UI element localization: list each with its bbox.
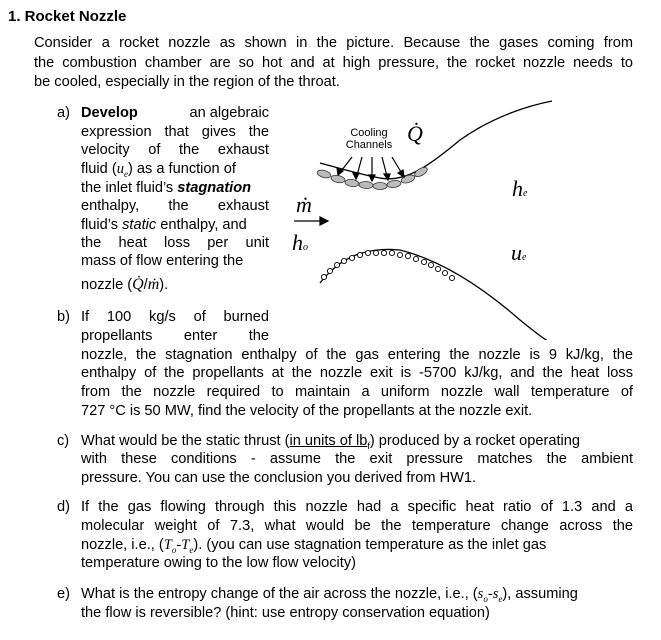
part-b-line-3: nozzle, the stagnation enthalpy of the gas entering the nozzle is 9 kJ/kg, the bbox=[81, 347, 633, 363]
s0-subscript: o bbox=[483, 593, 488, 604]
part-d-line-4: temperature owing to the low flow velocity) bbox=[81, 555, 356, 571]
te-subscript: e bbox=[189, 544, 194, 555]
part-c-line-2: with these conditions - assume the exit pressure matches the ambient bbox=[81, 451, 633, 467]
part-a-line-2: expression that gives the bbox=[81, 124, 269, 140]
stagnation-bold: stagnation bbox=[177, 180, 252, 196]
part-a-label: a) bbox=[57, 105, 70, 121]
intro-line-1: Consider a rocket nozzle as shown in the picture. Because the gases coming from bbox=[34, 35, 633, 51]
s-dash: - bbox=[487, 586, 493, 602]
mdot-figure-label: ṁ bbox=[296, 192, 312, 217]
h-exit-label bbox=[512, 176, 527, 202]
part-c-line-1-pre: What would be the static thrust ( bbox=[81, 433, 290, 449]
t-dash: - bbox=[176, 537, 182, 553]
part-a-line-1 bbox=[81, 104, 269, 122]
part-a-line-10 bbox=[81, 276, 168, 294]
h-inlet-label bbox=[292, 230, 308, 256]
se-symbol: s bbox=[492, 586, 499, 602]
intro-line-3: be cooled, especially in the region of the throat. bbox=[34, 74, 340, 90]
qdot-symbol: Q̇ bbox=[132, 276, 144, 293]
part-b-line-2: propellants enter the bbox=[81, 328, 269, 344]
part-e-label: e) bbox=[57, 586, 70, 602]
slash: / bbox=[143, 277, 148, 293]
part-a-line-6: enthalpy, the exhaust bbox=[81, 198, 269, 214]
u-exit-label bbox=[511, 240, 526, 266]
units-lbf: in units of lb bbox=[289, 433, 368, 449]
qdot-figure-label: Q̇ bbox=[407, 121, 423, 146]
part-b-line-4: enthalpy of the propellants at the nozzle exit is -5700 kJ/kg, and the heat loss bbox=[81, 365, 633, 381]
part-a-line-10-pre: nozzle ( bbox=[81, 277, 133, 293]
part-a-line-5 bbox=[81, 179, 251, 197]
ue-subscript: e bbox=[123, 168, 128, 179]
part-e-line-2: the flow is reversible? (hint: use entropy conservation equation) bbox=[81, 605, 490, 621]
static-italic: static bbox=[122, 217, 157, 233]
heat-flux-arrows bbox=[337, 157, 404, 181]
part-a-line-4-post: ) as a function of bbox=[127, 161, 236, 177]
part-a-line-8: the heat loss per unit bbox=[81, 235, 269, 251]
part-a-line-9: mass of flow entering the bbox=[81, 253, 244, 269]
part-e-line-1-post: ), assuming bbox=[502, 586, 578, 602]
lower-cooling-channels bbox=[321, 250, 454, 280]
part-b-label: b) bbox=[57, 309, 70, 325]
page-title: 1. Rocket Nozzle bbox=[8, 8, 127, 25]
part-a-line-3: velocity of the exhaust bbox=[81, 142, 269, 158]
part-d-line-2: molecular weight of 7.3, what would be the temperature change across the bbox=[81, 518, 633, 534]
part-c-line-3: pressure. You can use the conclusion you derived from HW1. bbox=[81, 470, 477, 486]
part-a-line-7 bbox=[81, 216, 247, 234]
units-lbf-sub: f bbox=[367, 440, 370, 451]
part-b-line-1: If 100 kg/s of burned bbox=[81, 309, 269, 325]
se-subscript: e bbox=[498, 593, 503, 604]
h-inlet-symbol: h bbox=[292, 230, 303, 255]
part-a-line-5-pre: the inlet fluid’s bbox=[81, 180, 178, 196]
te-symbol: T bbox=[181, 537, 190, 553]
inlet-flow-arrow bbox=[294, 217, 328, 225]
part-c-line-1-post: ) produced by a rocket operating bbox=[369, 433, 580, 449]
u-exit-subscript: e bbox=[522, 252, 527, 263]
part-a-line-1-rest: an algebraic bbox=[189, 105, 269, 121]
s0-symbol: s bbox=[477, 586, 484, 602]
cooling-label-line-1: Cooling bbox=[350, 127, 388, 139]
cooling-label-line-2: Channels bbox=[345, 139, 393, 151]
ue-symbol: u bbox=[116, 161, 124, 177]
nozzle-figure bbox=[280, 95, 661, 340]
part-b-line-6: 727 °C is 50 MW, find the velocity of the propellants at the nozzle exit. bbox=[81, 403, 533, 419]
part-b-line-5: from the nozzle required to maintain a uniform nozzle wall temperature of bbox=[81, 384, 633, 400]
part-d-line-3-post: ). (you can use stagnation temperature as the inlet gas bbox=[193, 537, 547, 553]
part-a-line-7-pre: fluid’s bbox=[81, 217, 123, 233]
u-exit-symbol: u bbox=[511, 240, 522, 265]
h-exit-subscript: e bbox=[523, 188, 528, 199]
part-a-line-10-post: ). bbox=[159, 277, 169, 293]
part-d-label: d) bbox=[57, 499, 70, 515]
h-exit-symbol: h bbox=[512, 176, 523, 201]
part-c-label: c) bbox=[57, 433, 70, 449]
intro-line-2: the combustion chamber are so hot and at high pressure, the rocket nozzle needs to bbox=[34, 55, 633, 71]
part-a-line-7-post: enthalpy, and bbox=[156, 217, 247, 233]
part-a-bold-develop: Develop bbox=[81, 105, 138, 121]
part-a-line-4-pre: fluid ( bbox=[81, 161, 117, 177]
part-d-line-1: If the gas flowing through this nozzle had a specific heat ratio of 1.3 and a bbox=[81, 499, 633, 515]
t0-symbol: T bbox=[163, 537, 172, 553]
part-d-line-3-pre: nozzle, i.e., ( bbox=[81, 537, 164, 553]
h-inlet-subscript: o bbox=[303, 242, 308, 253]
mdot-symbol: ṁ bbox=[147, 276, 160, 293]
cooling-channels-label bbox=[344, 127, 394, 151]
part-e-line-1-pre: What is the entropy change of the air across the nozzle, i.e., ( bbox=[81, 586, 478, 602]
t0-subscript: o bbox=[171, 544, 177, 555]
